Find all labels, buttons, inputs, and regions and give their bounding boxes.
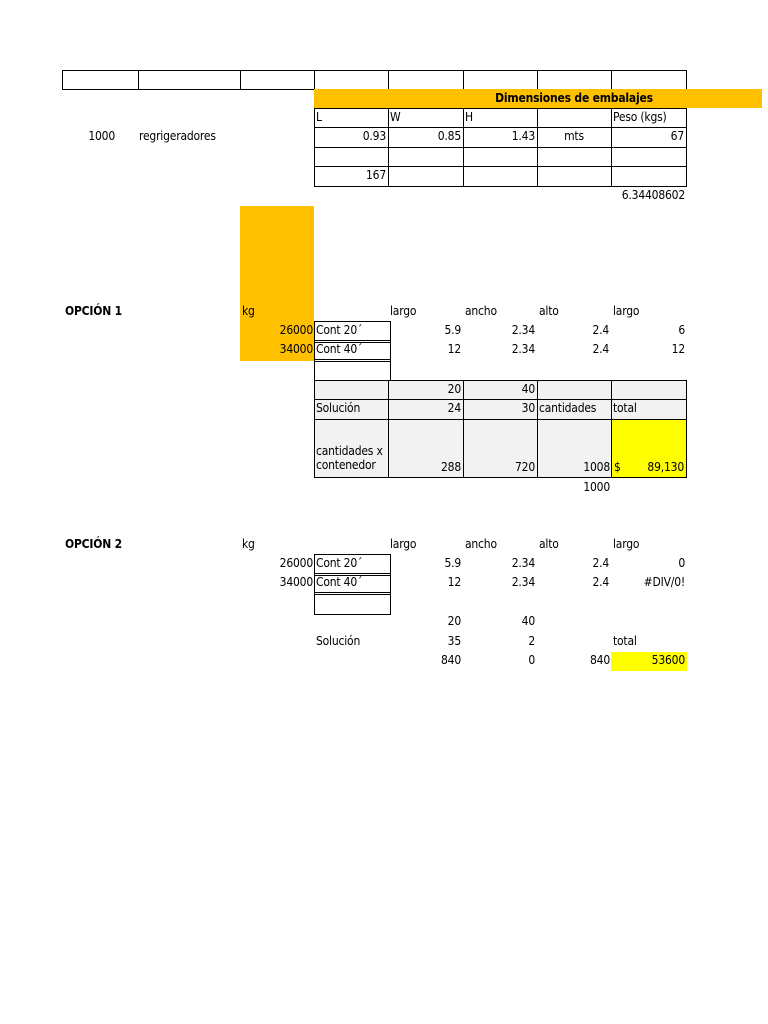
- option1-row2-name: Cont 40´: [316, 342, 363, 356]
- top-row-divider: [240, 70, 241, 90]
- option1-kg-label: kg: [242, 304, 255, 318]
- option1-row1-largo: 5.9: [444, 323, 461, 337]
- col-header-W: W: [390, 110, 401, 124]
- option1-cxc-total: 1008: [583, 460, 610, 474]
- option2-row1-kg: 26000: [279, 556, 313, 570]
- option1-col-alto: alto: [539, 304, 559, 318]
- option1-row1-largo2: 6: [678, 323, 685, 337]
- option1-row2-largo2: 12: [671, 342, 685, 356]
- option2-row1-largo2: 0: [678, 556, 685, 570]
- dim-unit: mts: [564, 129, 584, 143]
- top-row-divider: [314, 70, 315, 90]
- option1-row2-kg: 34000: [279, 342, 313, 356]
- option1-cxc-label: cantidades x contenedor: [316, 444, 383, 472]
- top-row-divider: [611, 70, 612, 90]
- option1-cxc-40: 720: [514, 460, 535, 474]
- quantity-cell: 1000: [88, 129, 115, 143]
- option2-row2-ancho: 2.34: [511, 575, 535, 589]
- option2-col-largo2: largo: [613, 537, 640, 551]
- option2-row1-name: Cont 20´: [316, 556, 363, 570]
- option2-title: OPCIÓN 2: [65, 537, 122, 551]
- result-value: 6.34408602: [621, 188, 685, 202]
- option2-col-alto: alto: [539, 537, 559, 551]
- option1-row2-alto: 2.4: [592, 342, 609, 356]
- option2-row2-largo2: #DIV/0!: [643, 575, 685, 589]
- top-row-divider: [686, 70, 687, 90]
- peso-value: 67: [670, 129, 684, 143]
- solution-grid-line: [314, 419, 687, 420]
- option2-row1-ancho: 2.34: [511, 556, 535, 570]
- option1-total-cell: [612, 458, 686, 478]
- top-row-divider: [463, 70, 464, 90]
- option1-solucion-label: Solución: [316, 401, 361, 415]
- option2-qty-total: 840: [589, 653, 610, 667]
- top-row-divider: [537, 70, 538, 90]
- option2-size-40: 40: [521, 614, 535, 628]
- solution-grid-line: [686, 380, 687, 478]
- dim-L-value: 0.93: [362, 129, 386, 143]
- option2-row2-kg: 34000: [279, 575, 313, 589]
- option1-target: 1000: [583, 480, 610, 494]
- option1-row1-ancho: 2.34: [511, 323, 535, 337]
- option1-empty-box: [314, 359, 391, 382]
- option2-sol-20: 35: [447, 634, 461, 648]
- dim-grid-line: [686, 108, 687, 187]
- option2-total-label: total: [613, 634, 637, 648]
- product-cell: regrigeradores: [139, 129, 216, 143]
- option2-col-largo: largo: [390, 537, 417, 551]
- option2-row2-name: Cont 40´: [316, 575, 363, 589]
- option1-sol-20: 24: [447, 401, 461, 415]
- col-header-L: L: [316, 110, 322, 124]
- option2-sol-40: 2: [528, 634, 535, 648]
- option1-size-40: 40: [521, 382, 535, 396]
- option2-col-ancho: ancho: [465, 537, 497, 551]
- dim-grid-line: [314, 147, 687, 148]
- top-row-divider: [138, 70, 139, 90]
- dim-grid-line: [537, 108, 538, 187]
- option1-col-ancho: ancho: [465, 304, 497, 318]
- option2-row1-alto: 2.4: [592, 556, 609, 570]
- option1-size-20: 20: [447, 382, 461, 396]
- top-row-divider: [388, 70, 389, 90]
- row3-L-value: 167: [365, 168, 386, 182]
- option1-cxc-20: 288: [440, 460, 461, 474]
- option2-row2-alto: 2.4: [592, 575, 609, 589]
- col-header-H: H: [465, 110, 473, 124]
- option2-row1-largo: 5.9: [444, 556, 461, 570]
- option2-solucion-label: Solución: [316, 634, 361, 648]
- dimensiones-title: Dimensiones de embalajes: [495, 91, 653, 105]
- dim-W-value: 0.85: [437, 129, 461, 143]
- option2-qty-20: 840: [440, 653, 461, 667]
- option1-col-largo: largo: [390, 304, 417, 318]
- top-row-border-top: [62, 70, 687, 71]
- option1-cantidades-label: cantidades: [539, 401, 597, 415]
- option2-size-20: 20: [447, 614, 461, 628]
- option1-row2-largo: 12: [447, 342, 461, 356]
- option1-row1-kg: 26000: [279, 323, 313, 337]
- option2-qty-40: 0: [528, 653, 535, 667]
- option1-title: OPCIÓN 1: [65, 304, 122, 318]
- top-row-divider: [62, 70, 63, 90]
- option2-total-value: 53600: [651, 653, 685, 667]
- option1-total-value: 89,130: [647, 460, 684, 474]
- option1-total-label: total: [613, 401, 637, 415]
- option1-sol-40: 30: [521, 401, 535, 415]
- option1-total-currency: $: [614, 460, 621, 474]
- option1-col-largo2: largo: [613, 304, 640, 318]
- option1-row1-alto: 2.4: [592, 323, 609, 337]
- option1-row1-name: Cont 20´: [316, 323, 363, 337]
- col-header-peso: Peso (kgs): [613, 110, 667, 124]
- option2-row2-largo: 12: [447, 575, 461, 589]
- option1-row2-ancho: 2.34: [511, 342, 535, 356]
- option2-empty-box: [314, 592, 391, 615]
- dim-H-value: 1.43: [511, 129, 535, 143]
- option2-kg-label: kg: [242, 537, 255, 551]
